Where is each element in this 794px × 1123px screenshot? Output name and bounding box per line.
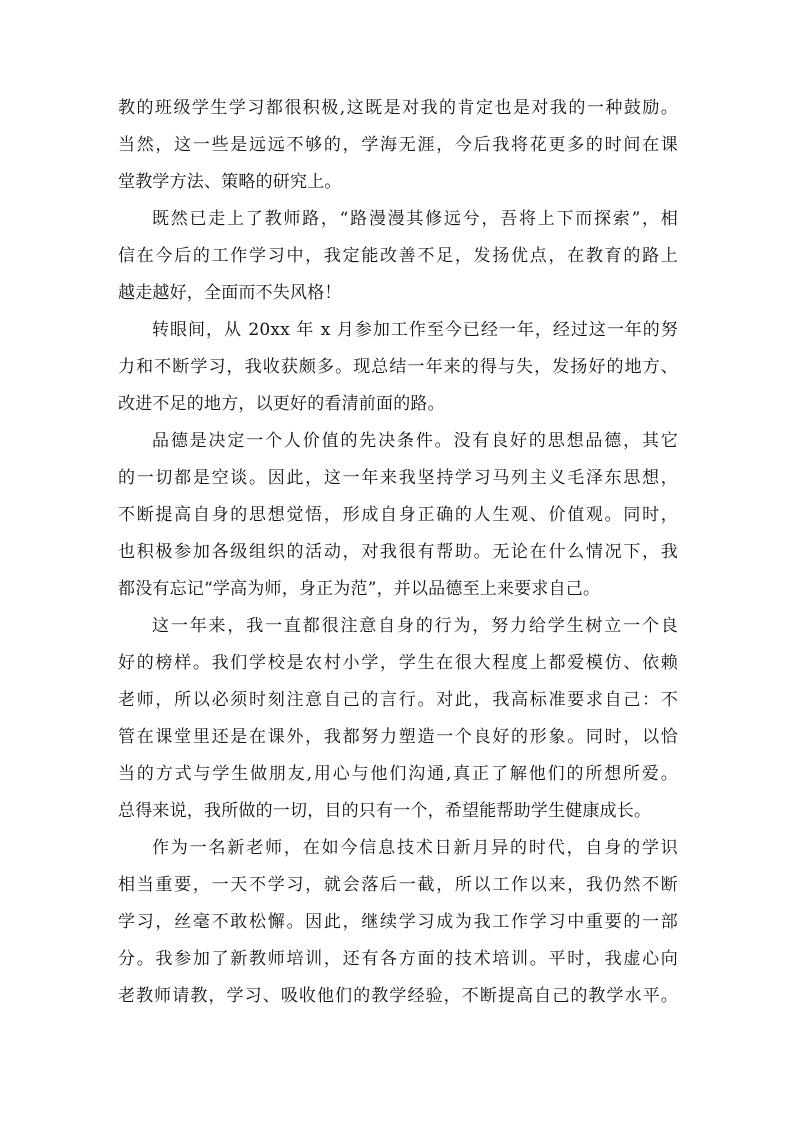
text-line: 好的榜样。我们学校是农村小学，学生在很大程度上都爱模仿、依赖	[118, 653, 678, 673]
document-body	[118, 90, 678, 1015]
text-line: 学习，丝毫不敢松懈。因此，继续学习成为我工作学习中重要的一部	[118, 912, 678, 932]
text-line: 既然已走上了教师路，“路漫漫其修远兮，吾将上下而探索”，相	[152, 209, 678, 229]
text-line: 相当重要，一天不学习，就会落后一截，所以工作以来，我仍然不断	[118, 875, 678, 895]
text-line: 总得来说，我所做的一切，目的只有一个，希望能帮助学生健康成长。	[118, 801, 652, 821]
text-line: 管在课堂里还是在课外，我都努力塑造一个良好的形象。同时，以恰	[118, 727, 678, 747]
text-line: 老师，所以必须时刻注意自己的言行。对此，我高标准要求自己：不	[118, 690, 678, 710]
text-line: 都没有忘记“学高为师，身正为范”，并以品德至上来要求自己。	[118, 579, 601, 599]
text-line: 分。我参加了新教师培训，还有各方面的技术培训。平时，我虚心向	[118, 949, 678, 969]
text-line: 堂教学方法、策略的研究上。	[118, 172, 342, 192]
text-line: 改进不足的地方，以更好的看清前面的路。	[118, 394, 445, 414]
text-line: 也积极参加各级组织的活动，对我很有帮助。无论在什么情况下，我	[118, 542, 678, 562]
text-line: 转眼间，从 20xx 年 x 月参加工作至今已经一年，经过这一年的努	[152, 320, 678, 340]
text-line: 作为一名新老师，在如今信息技术日新月异的时代，自身的学识	[152, 838, 678, 858]
text-line: 越走越好，全面而不失风格！	[118, 283, 342, 303]
text-line: 的一切都是空谈。因此，这一年来我坚持学习马列主义毛泽东思想，	[118, 468, 678, 488]
text-line: 当的方式与学生做朋友,用心与他们沟通,真正了解他们的所想所爱。	[118, 764, 678, 784]
text-line: 力和不断学习，我收获颇多。现总结一年来的得与失，发扬好的地方、	[118, 357, 678, 377]
text-line: 老教师请教，学习、吸收他们的教学经验，不断提高自己的教学水平。	[118, 986, 678, 1006]
text-line: 这一年来，我一直都很注意自身的行为，努力给学生树立一个良	[152, 616, 678, 636]
text-line: 信在今后的工作学习中，我定能改善不足，发扬优点，在教育的路上	[118, 246, 678, 266]
text-line: 品德是决定一个人价值的先决条件。没有良好的思想品德，其它	[152, 431, 678, 451]
text-line: 教的班级学生学习都很积极,这既是对我的肯定也是对我的一种鼓励。	[118, 98, 678, 118]
text-line: 不断提高自身的思想觉悟，形成自身正确的人生观、价值观。同时，	[118, 505, 678, 525]
text-line: 当然，这一些是远远不够的，学海无涯，今后我将花更多的时间在课	[118, 135, 678, 155]
